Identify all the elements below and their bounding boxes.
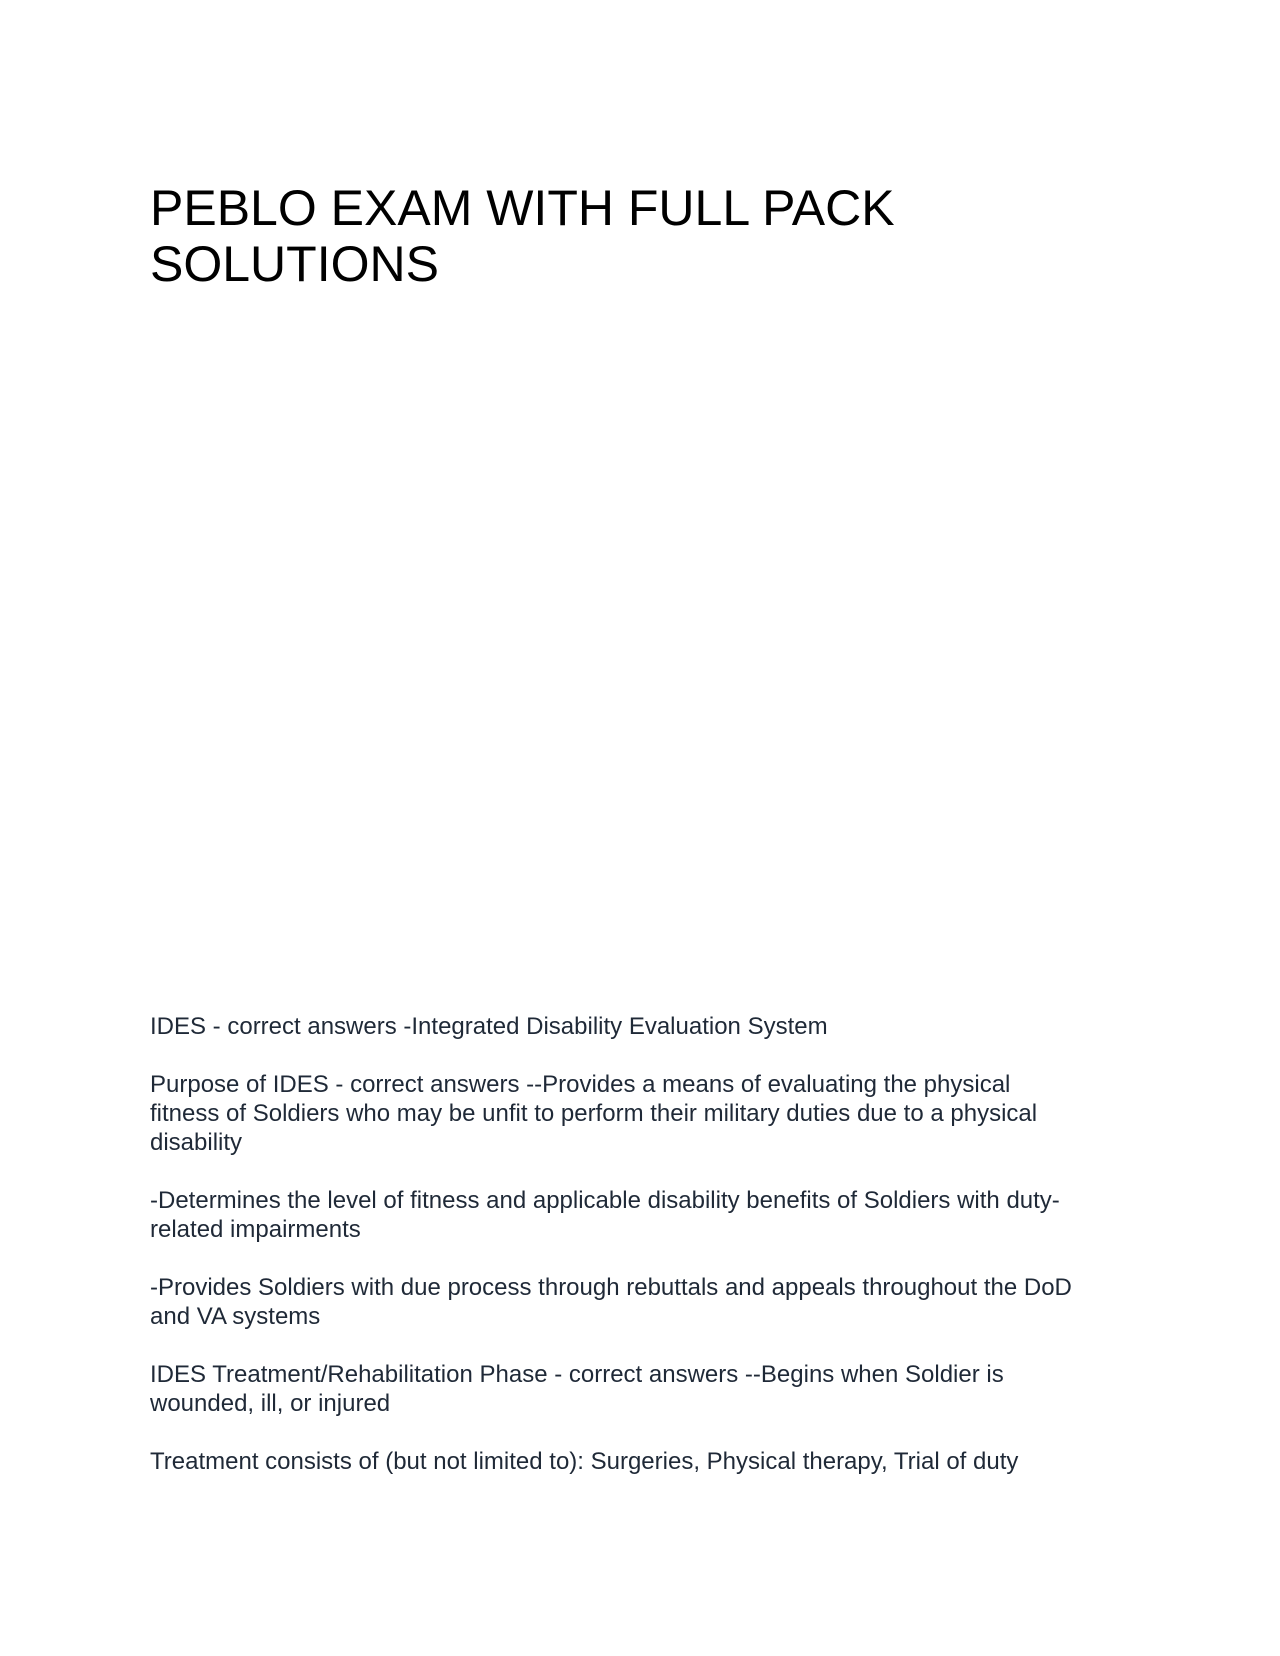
- paragraph-ides-definition: IDES - correct answers -Integrated Disability Evaluation System: [150, 1013, 828, 1040]
- paragraph-treatment-phase: IDES Treatment/Rehabilitation Phase - correct answers --Begins when Soldier is wounded, ill, or injured: [150, 1361, 1004, 1417]
- paragraph-ides-purpose: Purpose of IDES - correct answers --Provides a means of evaluating the physical fitness of Soldiers who may be unfit to perform their military duties due to a physical disability: [150, 1071, 1038, 1156]
- document-body: [150, 1012, 1130, 1505]
- paragraph-due-process: -Provides Soldiers with due process through rebuttals and appeals throughout the DoD and VA systems: [150, 1274, 1072, 1330]
- paragraph-treatment-consists: Treatment consists of (but not limited to): Surgeries, Physical therapy, Trial of duty: [150, 1448, 1019, 1475]
- paragraph-fitness-level: -Determines the level of fitness and applicable disability benefits of Soldiers with duty- related impairments: [150, 1187, 1060, 1243]
- document-title: PEBLO EXAM WITH FULL PACK SOLUTIONS: [150, 180, 895, 292]
